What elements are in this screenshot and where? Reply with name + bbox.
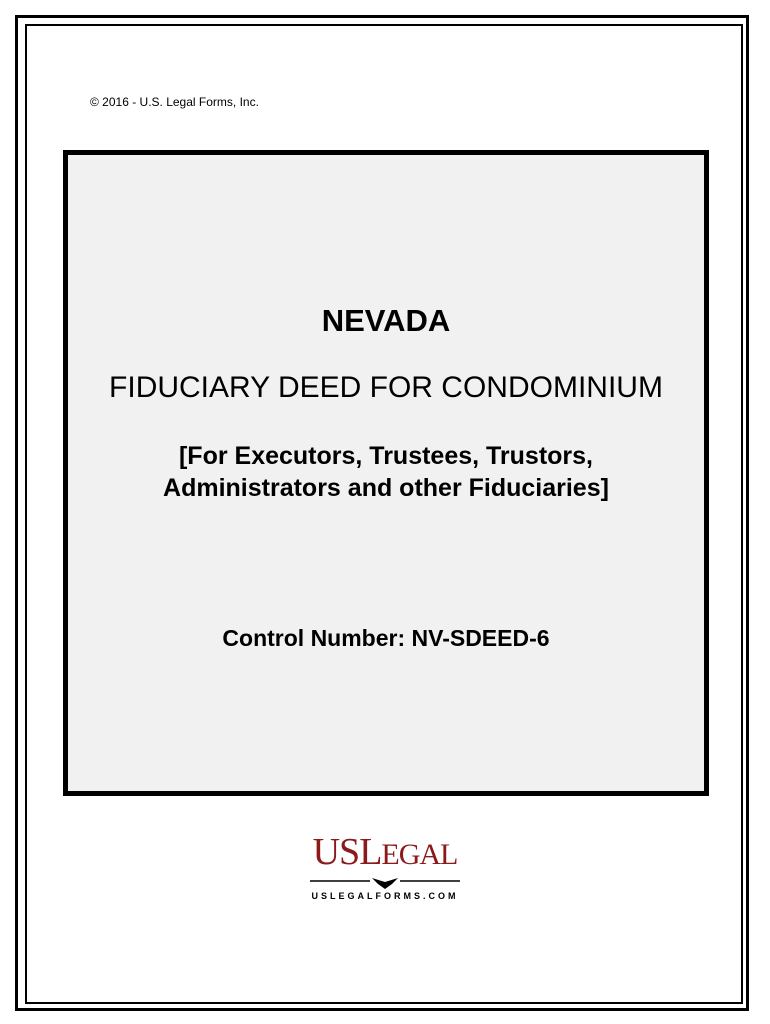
eagle-icon xyxy=(310,876,460,890)
cover-box xyxy=(63,150,709,796)
logo-egal: EGAL xyxy=(381,838,458,871)
copyright-notice: © 2016 - U.S. Legal Forms, Inc. xyxy=(90,95,259,109)
subtitle-line-1: [For Executors, Trustees, Trustors, xyxy=(178,442,593,470)
document-subtitle xyxy=(68,440,704,504)
subtitle-line-2: Administrators and other Fiduciaries] xyxy=(163,474,609,502)
logo-wordmark xyxy=(0,833,770,874)
state-title: NEVADA xyxy=(321,303,451,338)
logo-url: USLEGALFORMS.COM xyxy=(311,891,459,901)
uslegal-logo xyxy=(0,833,770,901)
document-title: FIDUCIARY DEED FOR CONDOMINIUM xyxy=(109,371,663,404)
control-number: Control Number: NV-SDEED-6 xyxy=(222,625,550,651)
logo-us: US xyxy=(312,831,360,873)
logo-l: L xyxy=(359,831,382,873)
